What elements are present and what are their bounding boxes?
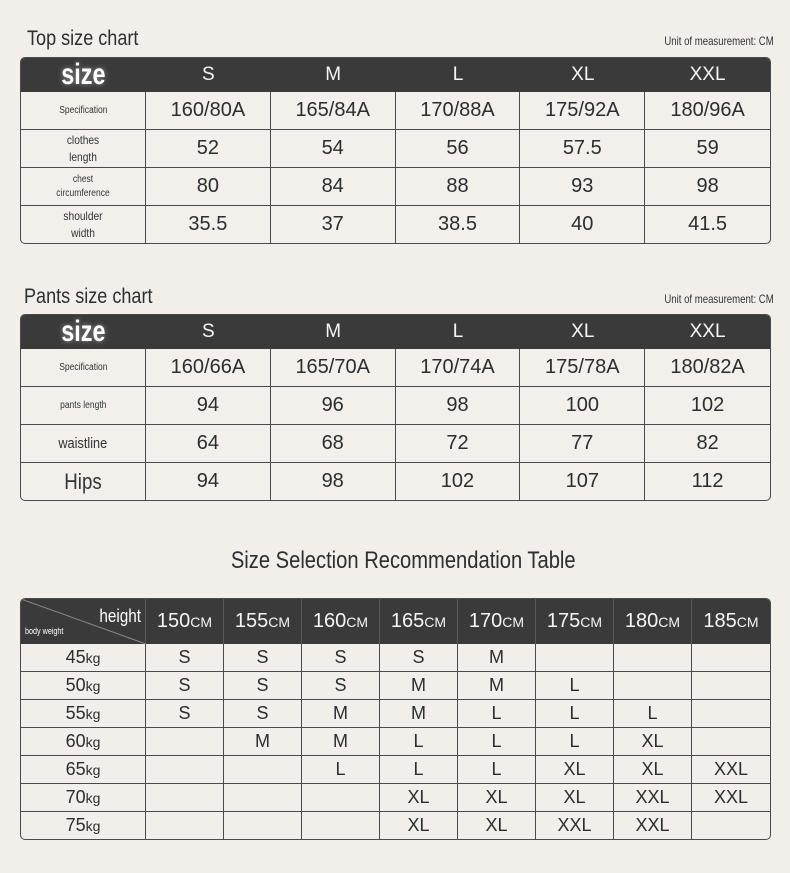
cell: 180/82A bbox=[645, 349, 770, 387]
top-corner-size: size bbox=[21, 58, 146, 92]
size-cell bbox=[224, 756, 302, 784]
table-row bbox=[21, 700, 770, 728]
cell: 160/66A bbox=[146, 349, 271, 387]
weight-cell: 60kg bbox=[21, 728, 146, 756]
cell: 107 bbox=[520, 463, 645, 500]
size-cell: M bbox=[380, 700, 458, 728]
recommendation-title: Size Selection Recommendation Table bbox=[231, 547, 576, 574]
size-cell: XXL bbox=[614, 784, 692, 812]
size-cell bbox=[692, 672, 770, 700]
size-cell: S bbox=[380, 644, 458, 672]
size-cell: XXL bbox=[614, 812, 692, 839]
top-size-s: S bbox=[146, 58, 271, 92]
size-cell bbox=[224, 784, 302, 812]
row-label: Specification bbox=[21, 349, 146, 387]
cell: 64 bbox=[146, 425, 271, 463]
cell: 37 bbox=[271, 206, 396, 243]
cell: 80 bbox=[146, 168, 271, 206]
row-label: clothes length bbox=[21, 130, 146, 168]
cell: 112 bbox=[691, 470, 724, 492]
top-size-xl: XL bbox=[520, 58, 645, 92]
size-cell: XXL bbox=[692, 784, 770, 812]
top-chart-title: Top size chart bbox=[27, 27, 139, 50]
cell: 35.5 bbox=[146, 206, 271, 243]
cell: 59 bbox=[645, 130, 770, 168]
size-cell bbox=[692, 700, 770, 728]
cell: 77 bbox=[520, 425, 645, 463]
table-row bbox=[21, 92, 770, 130]
cell: 72 bbox=[396, 425, 521, 463]
row-label: chest circumference bbox=[21, 168, 146, 206]
weight-cell: 45kg bbox=[21, 644, 146, 672]
pants-size-s: S bbox=[146, 315, 271, 349]
size-cell: M bbox=[458, 672, 536, 700]
height-col: 150CM bbox=[146, 599, 224, 644]
cell: 93 bbox=[520, 168, 645, 206]
height-col: 170CM bbox=[458, 599, 536, 644]
size-cell: L bbox=[380, 756, 458, 784]
table-row bbox=[21, 206, 770, 243]
top-size-table bbox=[20, 57, 771, 244]
size-cell: L bbox=[458, 700, 536, 728]
cell: 94 bbox=[146, 463, 271, 500]
cell: 84 bbox=[271, 168, 396, 206]
size-cell: XL bbox=[380, 784, 458, 812]
cell: 88 bbox=[396, 168, 521, 206]
height-col: 165CM bbox=[380, 599, 458, 644]
cell: 38.5 bbox=[396, 206, 521, 243]
size-cell: L bbox=[536, 672, 614, 700]
table-row bbox=[21, 672, 770, 700]
weight-cell: 65kg bbox=[21, 756, 146, 784]
size-cell bbox=[146, 812, 224, 839]
table-row bbox=[21, 784, 770, 812]
weight-cell: 50kg bbox=[21, 672, 146, 700]
cell: 175/92A bbox=[520, 92, 645, 130]
size-cell bbox=[302, 812, 380, 839]
size-cell: L bbox=[536, 728, 614, 756]
size-cell: XXL bbox=[692, 756, 770, 784]
cell: 165/70A bbox=[271, 349, 396, 387]
size-cell bbox=[224, 812, 302, 839]
pants-size-m: M bbox=[271, 315, 396, 349]
cell: 160/80A bbox=[146, 92, 271, 130]
height-col: 155CM bbox=[224, 599, 302, 644]
pants-corner-size: size bbox=[21, 315, 146, 349]
size-cell bbox=[614, 672, 692, 700]
table-row bbox=[21, 425, 770, 463]
size-cell bbox=[692, 644, 770, 672]
row-label: Specification bbox=[21, 92, 146, 130]
pants-unit-note: Unit of measurement: CM bbox=[664, 292, 774, 306]
cell: 52 bbox=[146, 130, 271, 168]
height-col: 175CM bbox=[536, 599, 614, 644]
height-col: 160CM bbox=[302, 599, 380, 644]
cell: 98 bbox=[396, 387, 521, 425]
cell: 100 bbox=[520, 387, 645, 425]
table-row bbox=[21, 349, 770, 387]
cell: 180/96A bbox=[645, 92, 770, 130]
size-cell: S bbox=[224, 700, 302, 728]
size-cell: XL bbox=[458, 812, 536, 839]
cell: 41.5 bbox=[688, 213, 728, 235]
size-cell: S bbox=[146, 644, 224, 672]
size-cell: XL bbox=[380, 812, 458, 839]
height-axis-label: height bbox=[99, 606, 141, 626]
size-cell: XL bbox=[614, 728, 692, 756]
pants-size-xxl: XXL bbox=[645, 315, 770, 349]
table-row bbox=[21, 130, 770, 168]
size-cell: L bbox=[614, 700, 692, 728]
size-cell bbox=[536, 644, 614, 672]
size-cell: S bbox=[302, 672, 380, 700]
weight-cell: 70kg bbox=[21, 784, 146, 812]
size-cell: S bbox=[146, 700, 224, 728]
size-cell bbox=[692, 812, 770, 839]
size-cell bbox=[692, 728, 770, 756]
top-size-m: M bbox=[271, 58, 396, 92]
row-label: shoulder width bbox=[21, 206, 146, 243]
top-size-l: L bbox=[396, 58, 521, 92]
cell: 54 bbox=[271, 130, 396, 168]
cell: 98 bbox=[645, 168, 770, 206]
size-cell bbox=[146, 784, 224, 812]
row-label: Hips bbox=[21, 463, 146, 500]
table-row bbox=[21, 644, 770, 672]
cell: 165/84A bbox=[271, 92, 396, 130]
cell: 170/88A bbox=[396, 92, 521, 130]
cell: 175/78A bbox=[520, 349, 645, 387]
size-cell: M bbox=[380, 672, 458, 700]
size-cell: S bbox=[302, 644, 380, 672]
size-cell: M bbox=[224, 728, 302, 756]
size-cell: L bbox=[458, 728, 536, 756]
size-cell: M bbox=[458, 644, 536, 672]
cell: 96 bbox=[271, 387, 396, 425]
cell: 57.5 bbox=[520, 130, 645, 168]
size-cell: S bbox=[224, 672, 302, 700]
top-header-row bbox=[21, 58, 770, 92]
rec-header-row bbox=[21, 599, 770, 644]
table-row bbox=[21, 463, 770, 500]
size-cell: S bbox=[224, 644, 302, 672]
height-col: 180CM bbox=[614, 599, 692, 644]
top-unit-note: Unit of measurement: CM bbox=[664, 34, 774, 48]
size-cell: L bbox=[536, 700, 614, 728]
size-cell bbox=[146, 756, 224, 784]
size-cell: L bbox=[458, 756, 536, 784]
size-cell: M bbox=[302, 700, 380, 728]
cell: 40 bbox=[520, 206, 645, 243]
size-cell bbox=[302, 784, 380, 812]
pants-size-xl: XL bbox=[520, 315, 645, 349]
size-cell: XL bbox=[536, 756, 614, 784]
size-cell: XL bbox=[614, 756, 692, 784]
cell: 82 bbox=[645, 425, 770, 463]
pants-header-row bbox=[21, 315, 770, 349]
cell: 56 bbox=[396, 130, 521, 168]
size-cell bbox=[146, 728, 224, 756]
top-size-xxl: XXL bbox=[645, 58, 770, 92]
size-cell: XL bbox=[536, 784, 614, 812]
pants-chart-title: Pants size chart bbox=[24, 285, 153, 308]
pants-size-table bbox=[20, 314, 771, 501]
weight-axis-label: body weight bbox=[25, 626, 64, 636]
weight-cell: 75kg bbox=[21, 812, 146, 839]
table-row bbox=[21, 387, 770, 425]
size-cell: XL bbox=[458, 784, 536, 812]
cell: 102 bbox=[396, 463, 521, 500]
height-col: 185CM bbox=[692, 599, 770, 644]
cell: 102 bbox=[645, 387, 770, 425]
cell: 94 bbox=[146, 387, 271, 425]
cell: 170/74A bbox=[396, 349, 521, 387]
size-cell: S bbox=[146, 672, 224, 700]
pants-size-l: L bbox=[396, 315, 521, 349]
table-row bbox=[21, 728, 770, 756]
rec-corner-cell bbox=[21, 599, 146, 644]
table-row bbox=[21, 756, 770, 784]
cell: 98 bbox=[271, 463, 396, 500]
size-cell bbox=[614, 644, 692, 672]
table-row bbox=[21, 168, 770, 206]
row-label: pants length bbox=[21, 387, 146, 425]
recommendation-table bbox=[20, 598, 771, 840]
size-cell: L bbox=[380, 728, 458, 756]
weight-cell: 55kg bbox=[21, 700, 146, 728]
size-cell: L bbox=[302, 756, 380, 784]
size-cell: M bbox=[302, 728, 380, 756]
size-cell: XXL bbox=[536, 812, 614, 839]
row-label: waistline bbox=[21, 425, 146, 463]
cell: 68 bbox=[271, 425, 396, 463]
table-row bbox=[21, 812, 770, 839]
